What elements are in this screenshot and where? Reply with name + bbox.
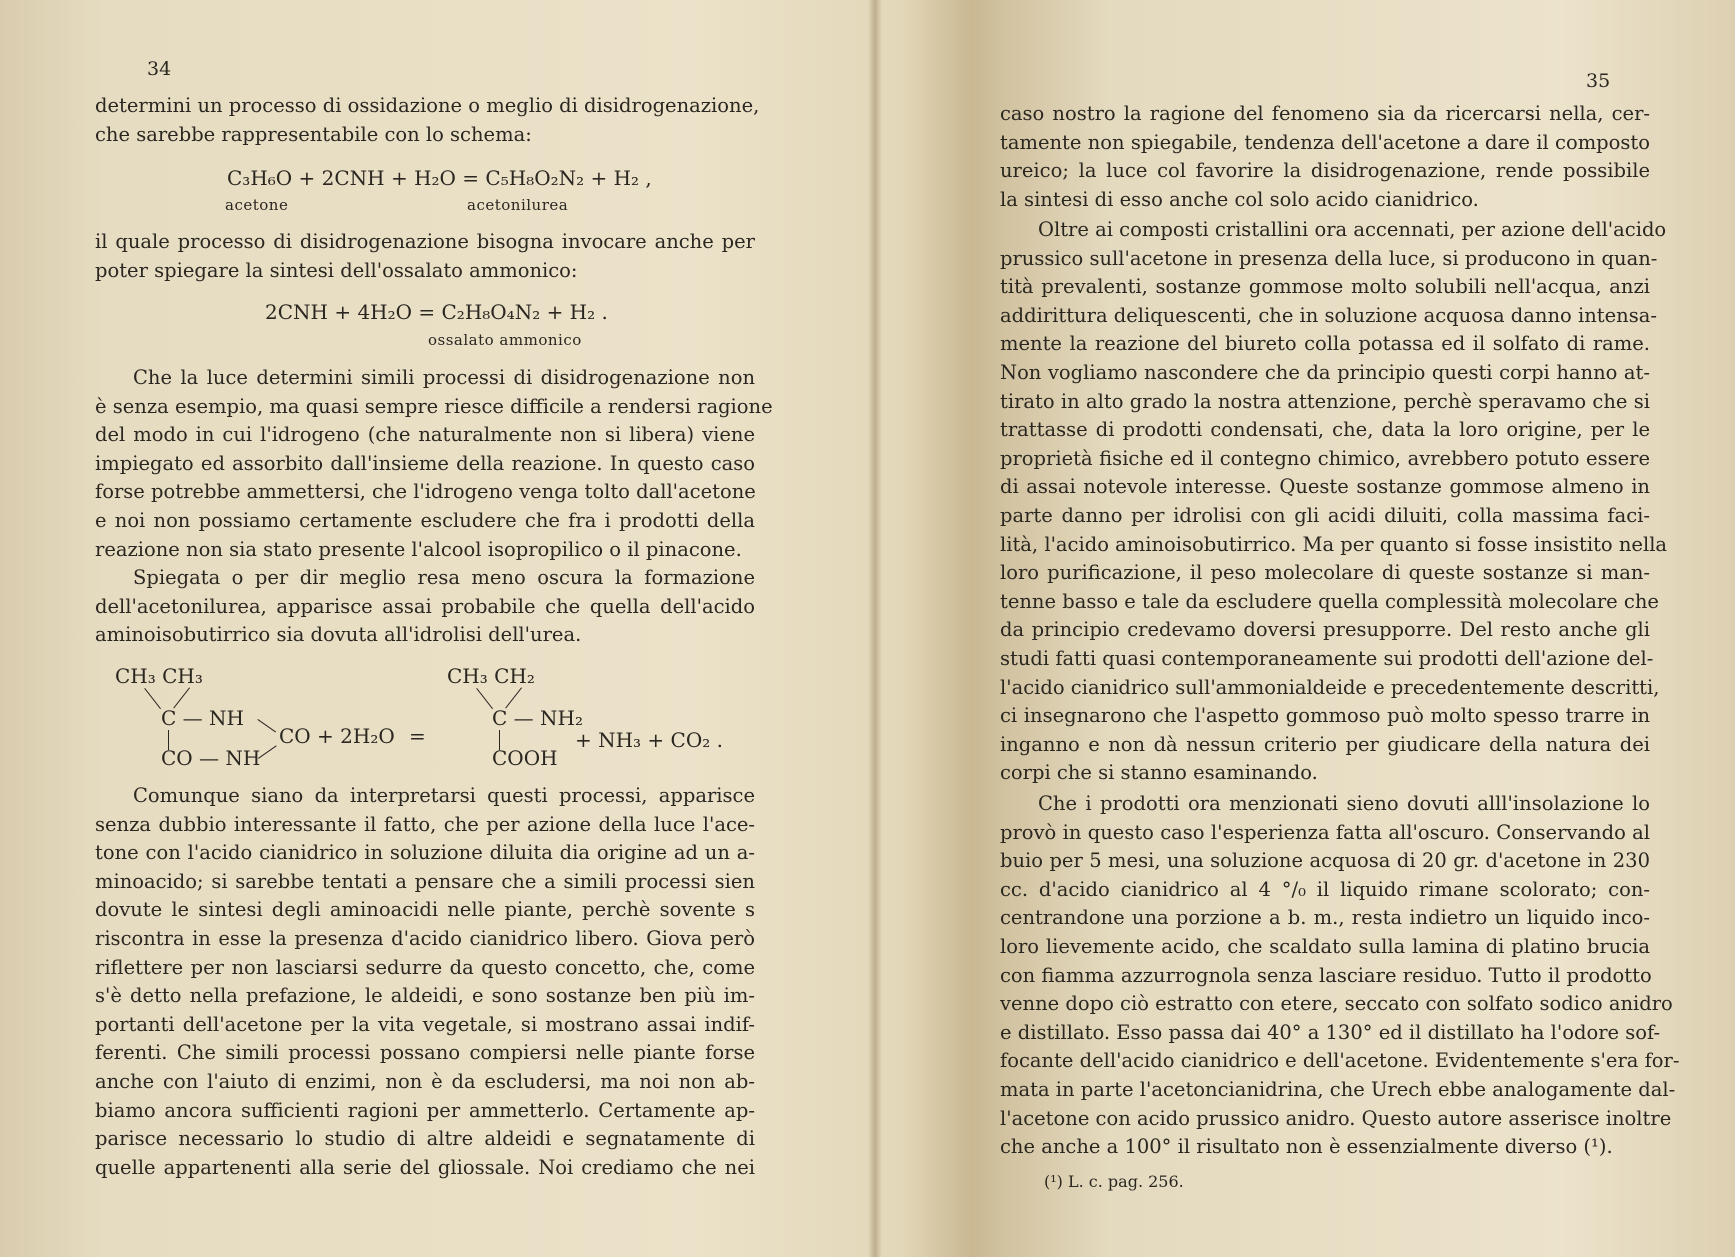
text-line: cc. d'acido cianidrico al 4 °/₀ il liquido rimane scolorato; con-	[1000, 877, 1650, 901]
text-line: quelle appartenenti alla serie del gliossale. Noi crediamo che nei	[95, 1155, 755, 1179]
text-line: biamo ancora sufficienti ragioni per ammetterlo. Certamente ap-	[95, 1098, 755, 1122]
text-line: tamente non spiegabile, tendenza dell'acetone a dare il composto	[1000, 130, 1650, 154]
bond-line	[258, 745, 277, 758]
structure-cooh: COOH	[492, 746, 558, 770]
text-line: l'acetone con acido prussico anidro. Questo autore asserisce inoltre	[1000, 1106, 1672, 1130]
text-line: Che la luce determini simili processi di disidrogenazione non	[133, 366, 755, 389]
structure-c-nh2: C — NH₂	[492, 706, 583, 730]
text-line: minoacido; si sarebbe tentati a pensare che a simili processi sien	[95, 869, 755, 893]
paragraph	[95, 92, 760, 149]
formula-caption: acetone	[225, 196, 289, 214]
paragraph	[1000, 216, 1668, 788]
text-line: parisce necessario lo studio di altre aldeidi e segnatamente di	[95, 1127, 755, 1151]
text-line: mente la reazione del biureto colla potassa ed il solfato di rame.	[1000, 332, 1650, 356]
text-line: studi fatti quasi contemporaneamente sui prodotti dell'azione del-	[1000, 646, 1654, 670]
formula-ossalato: 2CNH + 4H₂O = C₂H₈O₄N₂ + H₂ .	[265, 300, 608, 324]
text-line: Che i prodotti ora menzionati sieno dovuti alll'insolazione lo	[1038, 792, 1650, 815]
text-line: loro purificazione, il peso molecolare di queste sostanze si man-	[1000, 561, 1650, 585]
text-line: ci insegnarono che l'aspetto gommoso può molto spesso trarre in	[1000, 704, 1650, 728]
text-line: proprietà fisiche ed il contegno chimico, avrebbero potuto essere	[1000, 446, 1650, 470]
text-line: forse potrebbe ammettersi, che l'idrogeno venga tolto dall'acetone	[95, 480, 756, 504]
text-line: l'acido cianidrico sull'ammonialdeide e precedentemente descritti,	[1000, 675, 1660, 699]
structure-methyl-groups: CH₃ CH₂	[447, 664, 535, 688]
bond-line	[144, 688, 161, 709]
text-line: venne dopo ciò estratto con etere, seccato con solfato sodico anidro	[1000, 992, 1673, 1016]
text-line: caso nostro la ragione del fenomeno sia da ricercarsi nella, cer-	[1000, 102, 1650, 125]
text-line: Non vogliamo nascondere che da principio questi corpi hanno at-	[1000, 360, 1650, 384]
text-line: con fiamma azzurrognola senza lasciare residuo. Tutto il prodotto	[1000, 963, 1652, 987]
structure-methyl-groups: CH₃ CH₃	[115, 664, 203, 688]
text-line: Oltre ai composti cristallini ora accennati, per azione dell'acido	[1038, 218, 1667, 241]
text-line: e noi non possiamo certamente escludere che fra i prodotti della	[95, 508, 755, 532]
text-line: il quale processo di disidrogenazione bisogna invocare anche per	[95, 230, 755, 253]
structure-co-nh: CO — NH	[161, 746, 261, 770]
text-line: dovute le sintesi degli aminoacidi nelle piante, perchè sovente s	[95, 898, 755, 922]
text-line: tità prevalenti, sostanze gommose molto solubili nell'acqua, anzi	[1000, 275, 1650, 299]
bond-line	[257, 719, 276, 732]
text-line: di assai notevole interesse. Queste sostanze gommose almeno in	[1000, 475, 1650, 499]
paragraph	[95, 364, 773, 564]
text-line: Spiegata o per dir meglio resa meno oscura la formazione	[133, 566, 755, 589]
text-line: del modo in cui l'idrogeno (che naturalmente non si libera) viene	[95, 423, 755, 447]
structure-co-water: CO + 2H₂O	[279, 724, 395, 748]
right-page	[1000, 0, 1680, 1257]
text-line: provò in questo caso l'esperienza fatta all'oscuro. Conservando al	[1000, 820, 1650, 844]
text-line: senza dubbio interessante il fatto, che per azione della luce l'ace-	[95, 812, 755, 836]
text-line: loro lievemente acido, che scaldato sulla lamina di platino brucia	[1000, 934, 1650, 958]
formula-caption: ossalato ammonico	[428, 331, 582, 349]
text-line: da principio credevamo doversi presupporre. Del resto anche gli	[1000, 618, 1650, 642]
text-line: buio per 5 mesi, una soluzione acquosa di 20 gr. d'acetone in 230	[1000, 849, 1650, 873]
text-line: focante dell'acido cianidrico e dell'acetone. Evidentemente s'era for-	[1000, 1049, 1680, 1073]
structure-c-nh: C — NH	[161, 706, 244, 730]
text-line: riscontra in esse la presenza d'acido cianidrico libero. Giova però	[95, 926, 755, 950]
text-line: la sintesi di esso anche col solo acido cianidrico.	[1000, 187, 1479, 211]
text-line: che sarebbe rappresentabile con lo schema:	[95, 122, 532, 146]
text-line: riflettere per non lasciarsi sedurre da questo concetto, che, come	[95, 955, 755, 979]
text-line: portanti dell'acetone per la vita vegetale, si mostrano assai indif-	[95, 1012, 755, 1036]
text-line: lità, l'acido aminoisobutirrico. Ma per quanto si fosse insistito nella	[1000, 532, 1668, 556]
text-line: determini un processo di ossidazione o meglio di disidrogenazione,	[95, 94, 760, 117]
text-line: centrandone una porzione a b. m., resta indietro un liquido inco-	[1000, 906, 1650, 930]
text-line: che anche a 100° il risultato non è essenzialmente diverso (¹).	[1000, 1135, 1613, 1159]
text-line: poter spiegare la sintesi dell'ossalato ammonico:	[95, 258, 578, 282]
text-line: anche con l'aiuto di enzimi, non è da escludersi, ma noi non ab-	[95, 1069, 755, 1093]
text-line: corpi che si stanno esaminando.	[1000, 761, 1318, 785]
paragraph	[95, 228, 755, 285]
text-line: parte danno per idrolisi con gli acidi diluiti, colla massima faci-	[1000, 503, 1650, 527]
text-line: tenne basso e tale da escludere quella complessità molecolare che	[1000, 589, 1659, 613]
text-line: trattasse di prodotti condensati, che, data la loro origine, per le	[1000, 418, 1650, 442]
text-line: inganno e non dà nessun criterio per giudicare della natura dei	[1000, 732, 1650, 756]
text-line: e distillato. Esso passa dai 40° a 130° ed il distillato ha l'odore sof-	[1000, 1020, 1661, 1044]
formula-caption: acetonilurea	[467, 196, 569, 214]
text-line: ferenti. Che simili processi possano compiersi nelle piante forse	[95, 1041, 755, 1065]
text-line: tirato in alto grado la nostra attenzione, perchè speravamo che si	[1000, 389, 1650, 413]
paragraph	[95, 782, 755, 1182]
bond-line	[476, 688, 493, 709]
structure-products: + NH₃ + CO₂ .	[575, 728, 723, 752]
text-line: prussico sull'acetone in presenza della luce, si producono in quan-	[1000, 246, 1658, 270]
text-line: impiegato ed assorbito dall'insieme della reazione. In questo caso	[95, 451, 755, 475]
text-line: reazione non sia stato presente l'alcool isopropilico o il pinacone.	[95, 537, 742, 561]
footnote: (¹) L. c. pag. 256.	[1044, 1172, 1184, 1191]
page-number: 35	[1586, 70, 1611, 92]
page-number: 34	[147, 58, 172, 80]
paragraph	[1000, 100, 1650, 214]
structural-formula	[95, 656, 755, 774]
text-line: aminoisobutirrico sia dovuta all'idrolisi dell'urea.	[95, 623, 582, 647]
text-line: dell'acetonilurea, apparisce assai probabile che quella dell'acido	[95, 594, 755, 618]
text-line: s'è detto nella prefazione, le aldeidi, e sono sostanze ben più im-	[95, 984, 755, 1008]
text-line: mata in parte l'acetoncianidrina, che Urech ebbe analogamente dal-	[1000, 1077, 1676, 1101]
left-page	[95, 0, 773, 1257]
text-line: ureico; la luce col favorire la disidrogenazione, rende possibile	[1000, 159, 1650, 183]
formula-acetonilurea: C₃H₆O + 2CNH + H₂O = C₅H₈O₂N₂ + H₂ ,	[227, 166, 652, 190]
paragraph	[1000, 790, 1680, 1162]
text-line: è senza esempio, ma quasi sempre riesce difficile a rendersi ragione	[95, 394, 773, 418]
text-line: addirittura deliquescenti, che in soluzione acquosa danno intensa-	[1000, 303, 1657, 327]
book-gutter	[868, 0, 882, 1257]
text-line: Comunque siano da interpretarsi questi processi, apparisce	[133, 784, 755, 807]
structure-equals: =	[409, 724, 426, 748]
paragraph	[95, 564, 755, 650]
text-line: tone con l'acido cianidrico in soluzione diluita dia origine ad un a-	[95, 841, 755, 865]
